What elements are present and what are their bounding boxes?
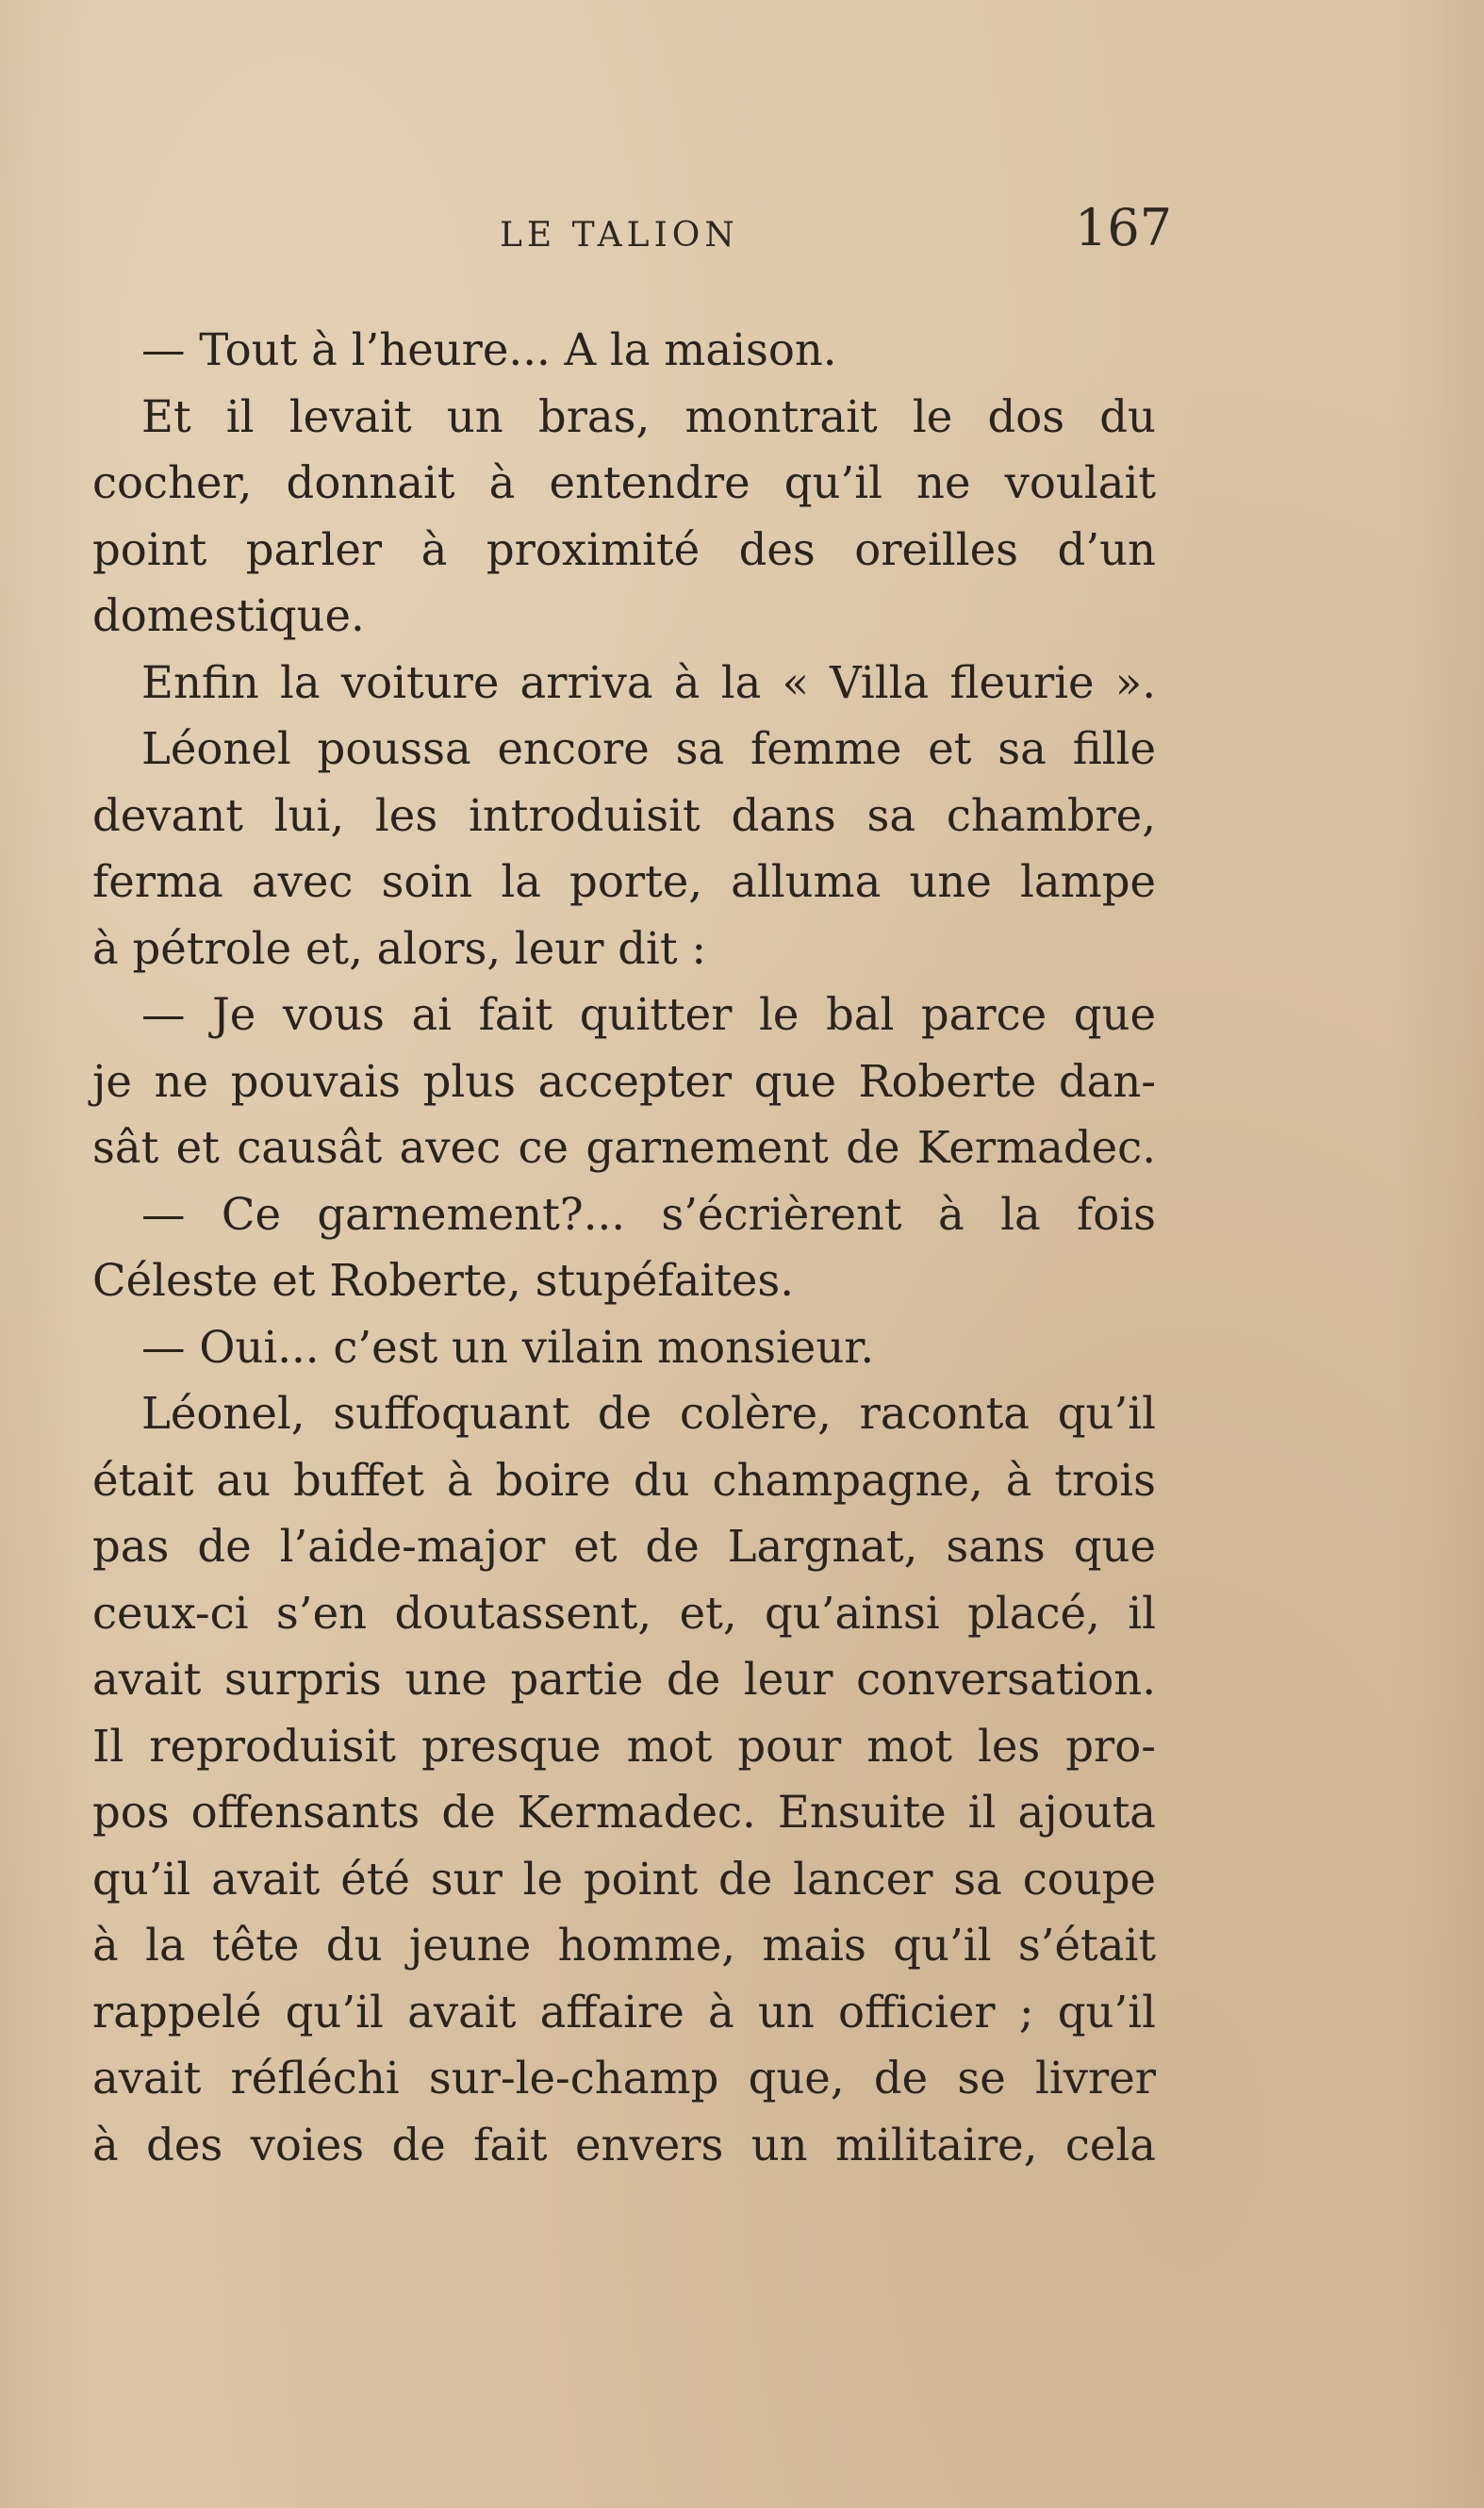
text-line: Céleste et Roberte, stupéfaites. (92, 1255, 795, 1306)
text-line: qu’il avait été sur le point de lancer sa coupe (92, 1853, 1156, 1905)
text-line: à pétrole et, alors, leur dit : (92, 922, 706, 974)
text-line: rappelé qu’il avait affaire à un officier ; qu’il (92, 1986, 1156, 2038)
text-line: à la tête du jeune homme, mais qu’il s’était (92, 1920, 1156, 1971)
text-line: pos offensants de Kermadec. Ensuite il ajouta (92, 1787, 1156, 1838)
text-line: point parler à proximité des oreilles d’un (92, 523, 1156, 575)
text-line: était au buffet à boire du champagne, à trois (92, 1454, 1156, 1506)
text-line: à des voies de fait envers un militaire, cela (92, 2119, 1156, 2170)
text-line: Léonel, suffoquant de colère, raconta qu’il (141, 1388, 1156, 1439)
text-line: — Je vous ai fait quitter le bal parce que (141, 989, 1156, 1040)
text-line: ceux-ci s’en doutassent, et, qu’ainsi placé, il (92, 1587, 1156, 1639)
text-line: sât et causât avec ce garnement de Kermadec. (92, 1122, 1156, 1173)
text-line: je ne pouvais plus accepter que Roberte dan- (92, 1055, 1156, 1107)
page-number: 167 (1075, 198, 1173, 257)
text-line: devant lui, les introduisit dans sa chambre, (92, 789, 1156, 841)
text-line: avait réfléchi sur-le-champ que, de se livrer (92, 2053, 1156, 2104)
text-line: pas de l’aide-major et de Largnat, sans que (92, 1521, 1156, 1572)
running-header-title: LE TALION (500, 216, 739, 255)
text-line: Léonel poussa encore sa femme et sa fille (141, 723, 1156, 774)
text-line: ferma avec soin la porte, alluma une lampe (92, 856, 1156, 907)
text-line: Enfin la voiture arriva à la « Villa fleurie ». (141, 656, 1156, 708)
body-text (92, 317, 1156, 2178)
text-line: Il reproduisit presque mot pour mot les pro- (92, 1720, 1156, 1772)
text-line: Et il levait un bras, montrait le dos du (141, 390, 1156, 442)
text-line: — Ce garnement?... s’écrièrent à la fois (141, 1188, 1156, 1240)
text-line: domestique. (92, 590, 365, 641)
text-line: — Tout à l’heure... A la maison. (141, 324, 837, 375)
text-line: avait surpris une partie de leur conversation. (92, 1654, 1156, 1705)
text-line: — Oui... c’est un vilain monsieur. (141, 1321, 875, 1373)
text-line: cocher, donnait à entendre qu’il ne voulait (92, 457, 1156, 508)
